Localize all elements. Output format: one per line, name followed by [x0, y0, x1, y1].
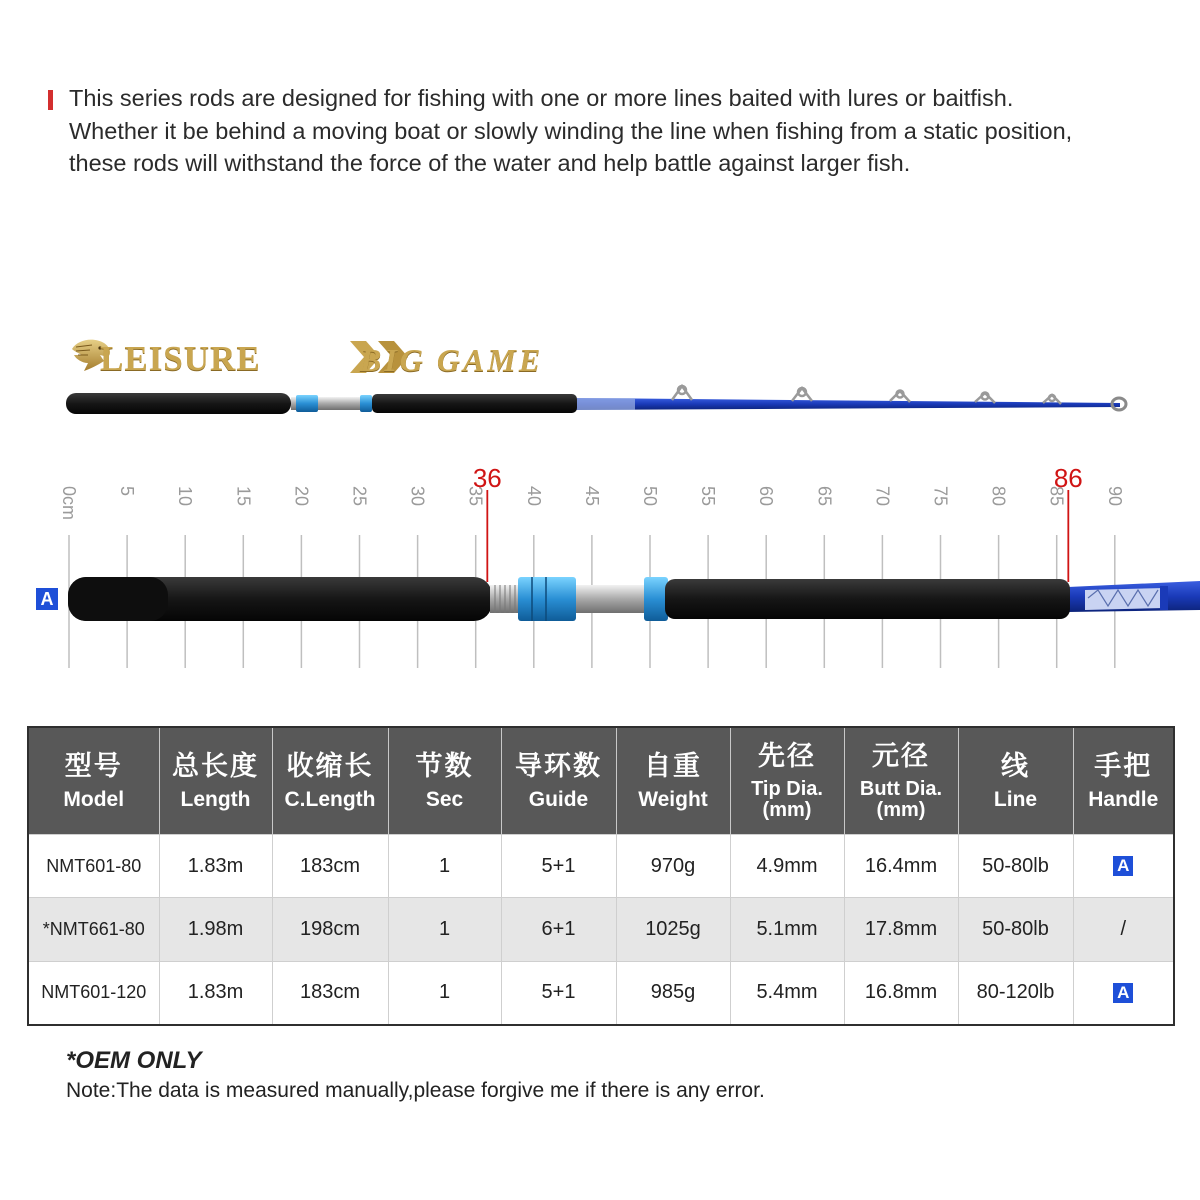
ruler-markers	[473, 463, 1083, 582]
header-guide: 导环数 Guide	[501, 727, 616, 835]
cell-c-length: 198cm	[272, 898, 388, 961]
header-butt-dia: 元径 Butt Dia. (mm)	[844, 727, 958, 835]
cell-sec: 1	[388, 898, 501, 961]
ruler-tick-label: 25	[349, 486, 370, 507]
cell-length: 1.98m	[159, 898, 272, 961]
ruler-tick-label: 40	[523, 486, 544, 507]
cell-tip-dia: 4.9mm	[730, 835, 844, 898]
cell-length: 1.83m	[159, 835, 272, 898]
cell-tip-dia: 5.4mm	[730, 961, 844, 1025]
cell-sec: 1	[388, 961, 501, 1025]
header-sec: 节数 Sec	[388, 727, 501, 835]
table-row	[28, 835, 1174, 898]
cell-model: NMT601-80	[28, 835, 159, 898]
ruler-tick-label: 15	[233, 486, 254, 507]
cell-butt-dia: 17.8mm	[844, 898, 958, 961]
cell-length: 1.83m	[159, 961, 272, 1025]
cell-butt-dia: 16.8mm	[844, 961, 958, 1025]
header-model: 型号 Model	[28, 727, 159, 835]
ruler-marker-label: 86	[1053, 463, 1083, 493]
ruler-tick-label: 10	[175, 486, 196, 507]
table-row	[28, 961, 1174, 1025]
brand-leisure-text: LEISURE	[100, 339, 261, 378]
cell-line: 50-80lb	[958, 898, 1073, 961]
cell-guide: 5+1	[501, 835, 616, 898]
header-length: 总长度 Length	[159, 727, 272, 835]
cell-c-length: 183cm	[272, 961, 388, 1025]
ruler-tick-label: 90	[1104, 486, 1125, 507]
intro-paragraph	[69, 82, 1179, 180]
oem-only-note: *OEM ONLY	[66, 1047, 202, 1074]
ruler-tick-label: 80	[988, 486, 1009, 507]
cell-model: *NMT661-80	[28, 898, 159, 961]
ruler-tick-label: 45	[581, 486, 602, 507]
cell-handle	[1073, 961, 1174, 1025]
ruler-tick-label: 55	[698, 486, 719, 507]
cell-sec: 1	[388, 835, 501, 898]
ruler-tick-label: 85	[1046, 486, 1067, 507]
cell-c-length: 183cm	[272, 835, 388, 898]
cell-butt-dia: 16.4mm	[844, 835, 958, 898]
cell-line: 50-80lb	[958, 835, 1073, 898]
spec-table	[27, 726, 1175, 1026]
header-line: 线 Line	[958, 727, 1073, 835]
header-tip-dia: 先径 Tip Dia. (mm)	[730, 727, 844, 835]
intro-line-3: these rods will withstand the force of the water and help battle against larger fish.	[69, 150, 911, 176]
ruler-tick-label: 20	[291, 486, 312, 507]
ruler-tick-label: 50	[640, 486, 660, 507]
intro-line-1: This series rods are designed for fishing with one or more lines baited with lures or baitfish.	[69, 85, 1014, 111]
cell-weight: 985g	[616, 961, 730, 1025]
cell-guide: 6+1	[501, 898, 616, 961]
ruler-tick-label: 60	[756, 486, 777, 507]
cell-handle: /	[1073, 898, 1174, 961]
cell-guide: 5+1	[501, 961, 616, 1025]
length-ruler	[0, 460, 1200, 675]
ruler-tick-label: 0cm	[59, 486, 79, 521]
brand-big-game-text: BIG GAME	[360, 342, 544, 378]
table-header-row	[28, 727, 1174, 835]
cell-line: 80-120lb	[958, 961, 1073, 1025]
ruler-tick-label: 70	[872, 486, 893, 507]
header-handle: 手把 Handle	[1073, 727, 1174, 835]
full-rod-image	[0, 370, 1200, 440]
ruler-marker-label: 36	[472, 463, 502, 493]
cell-weight: 970g	[616, 835, 730, 898]
measurement-note: Note:The data is measured manually,please forgive me if there is any error.	[66, 1079, 765, 1102]
ruler-tick-label: 35	[465, 486, 486, 507]
header-weight: 自重 Weight	[616, 727, 730, 835]
handle-a-badge: A	[1113, 983, 1133, 1003]
ruler-tick-label: 75	[930, 486, 951, 507]
cell-tip-dia: 5.1mm	[730, 898, 844, 961]
handle-type-badge: A	[36, 588, 58, 610]
ruler-tick-label: 5	[117, 486, 138, 497]
table-row	[28, 898, 1174, 961]
handle-detail-image	[68, 577, 1200, 621]
intro-line-2: Whether it be behind a moving boat or slowly winding the line when fishing from a static position,	[69, 117, 1073, 144]
cell-handle	[1073, 835, 1174, 898]
header-c-length: 收缩长 C.Length	[272, 727, 388, 835]
ruler-tick-labels	[59, 486, 1125, 520]
cell-weight: 1025g	[616, 898, 730, 961]
ruler-tick-label: 65	[814, 486, 835, 507]
cell-model: NMT601-120	[28, 961, 159, 1025]
handle-a-badge: A	[1113, 856, 1133, 876]
ruler-tick-label: 30	[407, 486, 428, 507]
intro-accent-bar	[48, 90, 53, 110]
